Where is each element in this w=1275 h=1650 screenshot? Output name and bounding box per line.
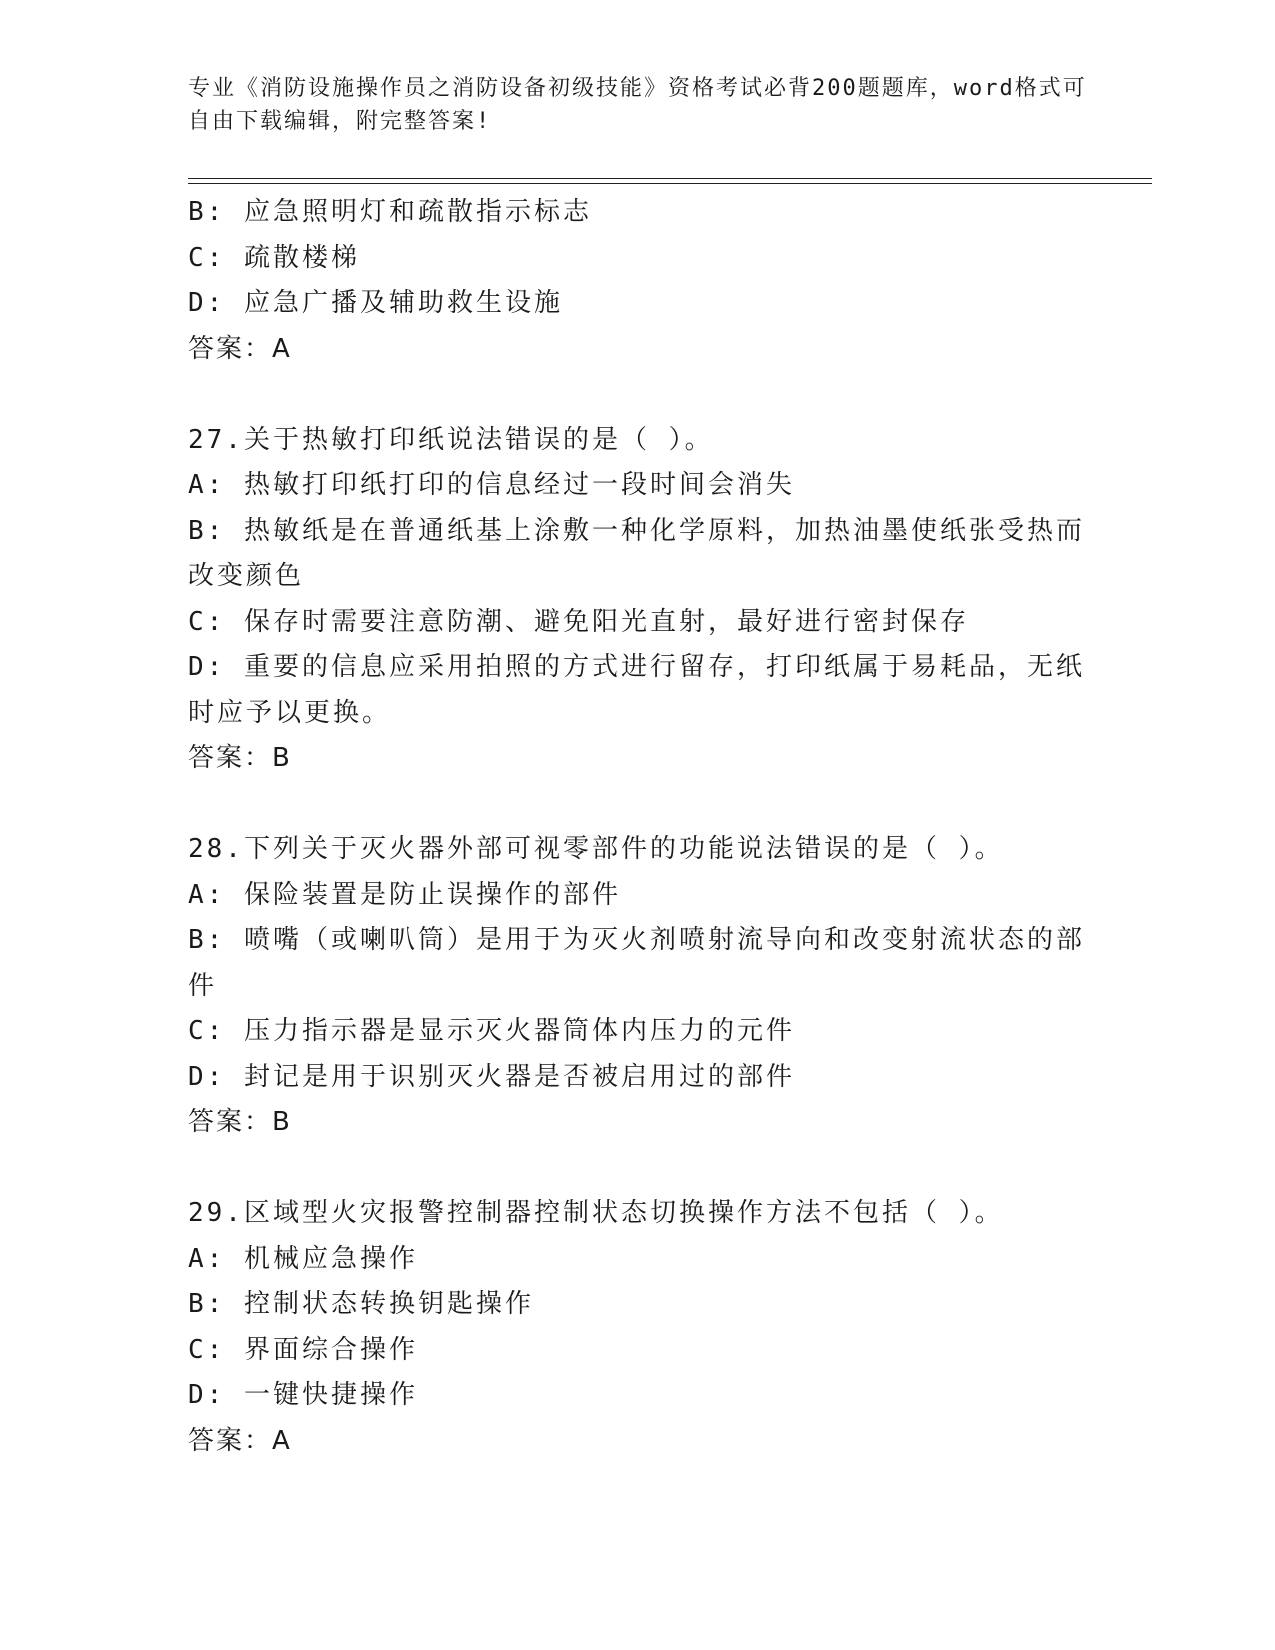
option-a: A: 保险装置是防止误操作的部件 — [188, 879, 621, 910]
option-a: A: 热敏打印纸打印的信息经过一段时间会消失 — [188, 470, 795, 500]
option-b: B: 热敏纸是在普通纸基上涂敷一种化学原料，加热油墨使纸张受热而改变颜色 — [188, 515, 1085, 591]
option-b: B: 控制状态转换钥匙操作 — [188, 1289, 534, 1319]
header-divider-top — [188, 178, 1152, 179]
header-text: 专业《消防设施操作员之消防设备初级技能》资格考试必背200题题库，word格式可自由下载编辑，附完整答案! — [188, 76, 1087, 134]
header-divider-bottom — [188, 183, 1152, 184]
question-28 — [188, 827, 1088, 1146]
question-list — [188, 190, 1088, 1464]
spacer — [188, 1146, 1088, 1192]
option-b: B: 应急照明灯和疏散指示标志 — [188, 197, 592, 227]
spacer — [188, 372, 1088, 418]
option-c: C: 保存时需要注意防潮、避免阳光直射，最好进行密封保存 — [188, 606, 969, 637]
option-c: C: 疏散楼梯 — [188, 242, 360, 273]
document-header — [188, 72, 1088, 138]
question-29 — [188, 1191, 1088, 1464]
question-stem: 29.区域型火灾报警控制器控制状态切换操作方法不包括（ ）。 — [188, 1198, 1004, 1228]
question-stem: 27.关于热敏打印纸说法错误的是（ ）。 — [188, 424, 714, 455]
option-c: C: 压力指示器是显示灭火器筒体内压力的元件 — [188, 1016, 795, 1046]
question-stem: 28.下列关于灭火器外部可视零部件的功能说法错误的是（ ）。 — [188, 834, 1004, 864]
answer-line: 答案：A — [188, 1425, 292, 1456]
answer-line: 答案：B — [188, 1107, 292, 1137]
option-d: D: 应急广播及辅助救生设施 — [188, 288, 563, 318]
option-d: D: 封记是用于识别灭火器是否被启用过的部件 — [188, 1061, 795, 1092]
option-d: D: 一键快捷操作 — [188, 1380, 418, 1410]
spacer — [188, 782, 1088, 828]
option-a: A: 机械应急操作 — [188, 1243, 418, 1274]
answer-line: 答案：B — [188, 743, 292, 773]
option-b: B: 喷嘴（或喇叭筒）是用于为灭火剂喷射流导向和改变射流状态的部件 — [188, 925, 1085, 1001]
option-d: D: 重要的信息应采用拍照的方式进行留存，打印纸属于易耗品，无纸时应予以更换。 — [188, 652, 1085, 728]
question-partial — [188, 190, 1088, 372]
answer-line: 答案：A — [188, 333, 292, 364]
question-27 — [188, 418, 1088, 782]
option-c: C: 界面综合操作 — [188, 1334, 418, 1365]
